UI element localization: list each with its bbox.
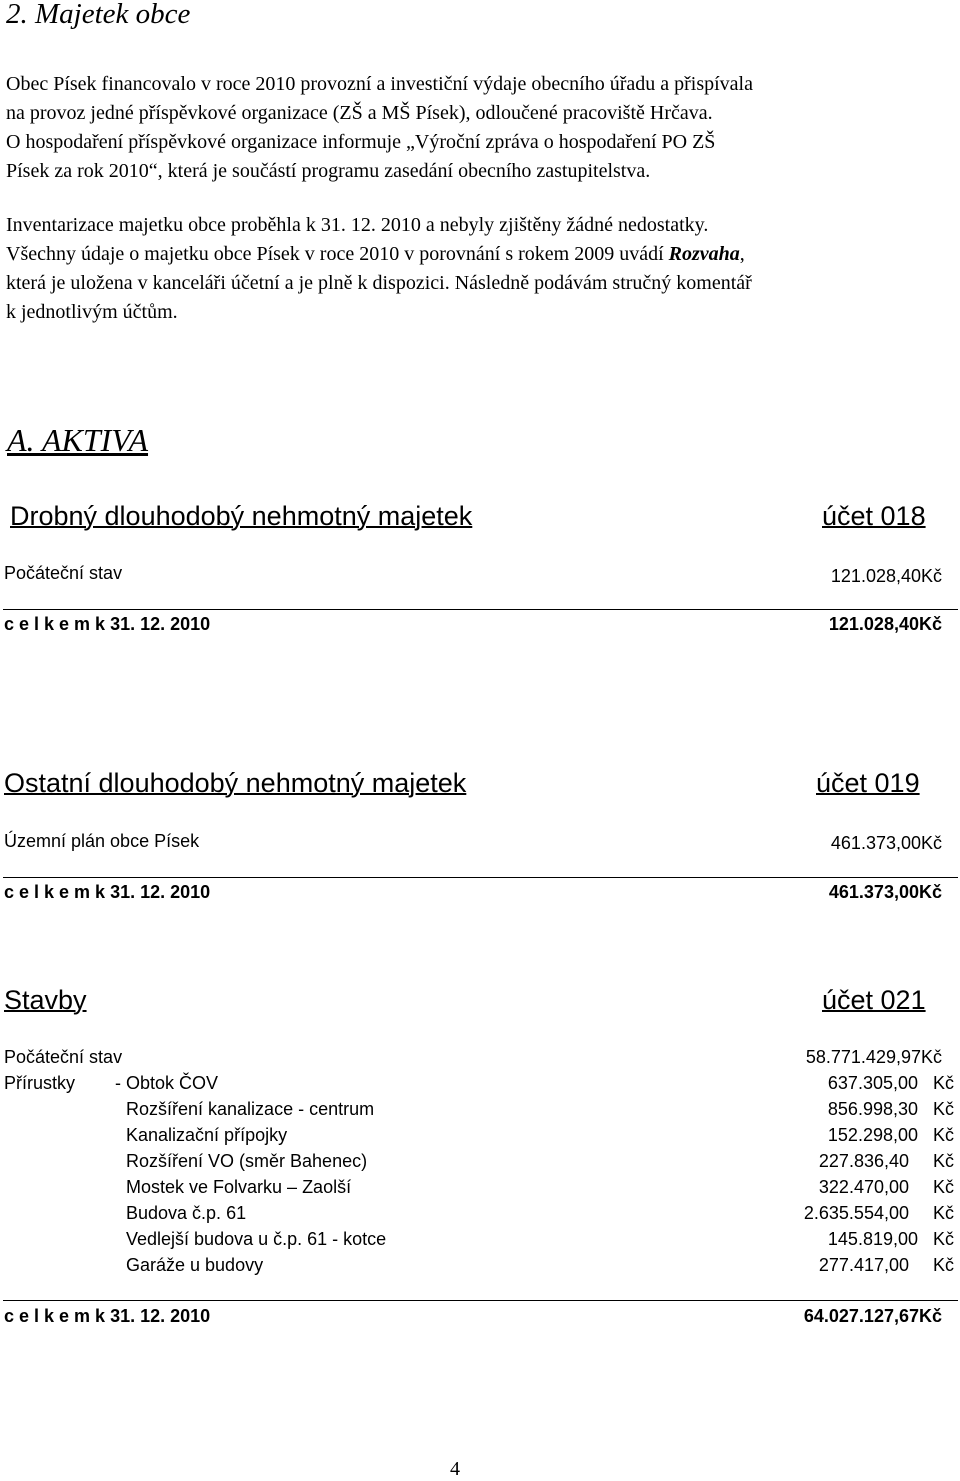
- rozvaha-term: Rozvaha: [668, 243, 740, 265]
- addition-amount: 152.298,00: [827, 1125, 918, 1145]
- divider: [3, 1300, 958, 1301]
- addition-currency: Kč: [933, 1125, 955, 1145]
- additions-label: Přírustky: [4, 1073, 76, 1093]
- divider: [3, 877, 958, 878]
- total-label: c e l k e m k 31. 12. 2010: [4, 882, 211, 902]
- section-account: účet 018: [822, 501, 926, 531]
- chapter-title: 2. Majetek obce: [6, 0, 191, 30]
- addition-amount: 637.305,00: [827, 1073, 918, 1093]
- addition-currency: Kč: [933, 1151, 955, 1171]
- inventory-line: která je uložena v kanceláři účetní a je plně k dispozici. Následně podávám stručný komentář: [6, 272, 752, 294]
- opening-label: Počáteční stav: [4, 1047, 123, 1067]
- section-account: účet 019: [816, 768, 920, 798]
- total-label: c e l k e m k 31. 12. 2010: [4, 614, 211, 634]
- addition-amount: 277.417,00: [818, 1255, 909, 1275]
- aktiva-heading: A. AKTIVA: [7, 422, 149, 458]
- row-label: Počáteční stav: [4, 563, 123, 583]
- addition-label: Rozšíření VO (směr Bahenec): [126, 1151, 368, 1171]
- section-account: účet 021: [822, 985, 926, 1015]
- section-title: Drobný dlouhodobý nehmotný majetek: [10, 501, 473, 531]
- intro-paragraph: [6, 70, 753, 186]
- addition-currency: Kč: [933, 1255, 955, 1275]
- total-amount: 461.373,00Kč: [828, 882, 942, 902]
- addition-label: Garáže u budovy: [126, 1255, 264, 1275]
- inventory-comma: ,: [739, 243, 745, 265]
- addition-label: Budova č.p. 61: [126, 1203, 247, 1223]
- addition-amount: 856.998,30: [827, 1099, 918, 1119]
- divider: [3, 609, 958, 610]
- intro-line: O hospodaření příspěvkové organizace informuje „Výroční zpráva o hospodaření PO ZŠ: [6, 131, 716, 153]
- section-title: Stavby: [4, 985, 87, 1015]
- inventory-line: Inventarizace majetku obce proběhla k 31. 12. 2010 a nebyly zjištěny žádné nedostatky.: [6, 214, 709, 236]
- addition-amount: 2.635.554,00: [803, 1203, 909, 1223]
- addition-amount: 145.819,00: [827, 1229, 918, 1249]
- addition-label: Kanalizační přípojky: [126, 1125, 288, 1145]
- section-title: Ostatní dlouhodobý nehmotný majetek: [4, 768, 467, 798]
- addition-amount: 322.470,00: [818, 1177, 909, 1197]
- addition-currency: Kč: [933, 1099, 955, 1119]
- intro-line: Obec Písek financovalo v roce 2010 provozní a investiční výdaje obecního úřadu a přispívala: [6, 73, 753, 95]
- row-amount: 461.373,00Kč: [830, 833, 942, 853]
- row-label: Územní plán obce Písek: [4, 831, 200, 851]
- intro-line: na provoz jedné příspěvkové organizace (ZŠ a MŠ Písek), odloučené pracoviště Hrčava.: [6, 102, 713, 124]
- addition-label: Vedlejší budova u č.p. 61 - kotce: [126, 1229, 387, 1249]
- addition-label: Rozšíření kanalizace - centrum: [126, 1099, 375, 1119]
- addition-currency: Kč: [933, 1073, 955, 1093]
- row-amount: 121.028,40Kč: [830, 566, 942, 586]
- addition-currency: Kč: [933, 1229, 955, 1249]
- inventory-paragraph: [6, 211, 752, 327]
- inventory-text: Všechny údaje o majetku obce Písek v roce 2010 v porovnání s rokem 2009 uvádí: [6, 243, 669, 265]
- addition-label: Mostek ve Folvarku – Zaolší: [126, 1177, 352, 1197]
- total-amount: 121.028,40Kč: [828, 614, 942, 634]
- intro-line: Písek za rok 2010“, která je součástí programu zasedání obecního zastupitelstva.: [6, 160, 651, 182]
- addition-currency: Kč: [933, 1177, 955, 1197]
- opening-amount: 58.771.429,97Kč: [805, 1047, 942, 1067]
- addition-label: - Obtok ČOV: [115, 1073, 219, 1093]
- total-label: c e l k e m k 31. 12. 2010: [4, 1306, 211, 1326]
- total-amount: 64.027.127,67Kč: [803, 1306, 942, 1326]
- inventory-line: k jednotlivým účtům.: [6, 301, 178, 323]
- page-number: 4: [450, 1458, 460, 1480]
- addition-amount: 227.836,40: [818, 1151, 909, 1171]
- addition-currency: Kč: [933, 1203, 955, 1223]
- inventory-line: [6, 240, 752, 269]
